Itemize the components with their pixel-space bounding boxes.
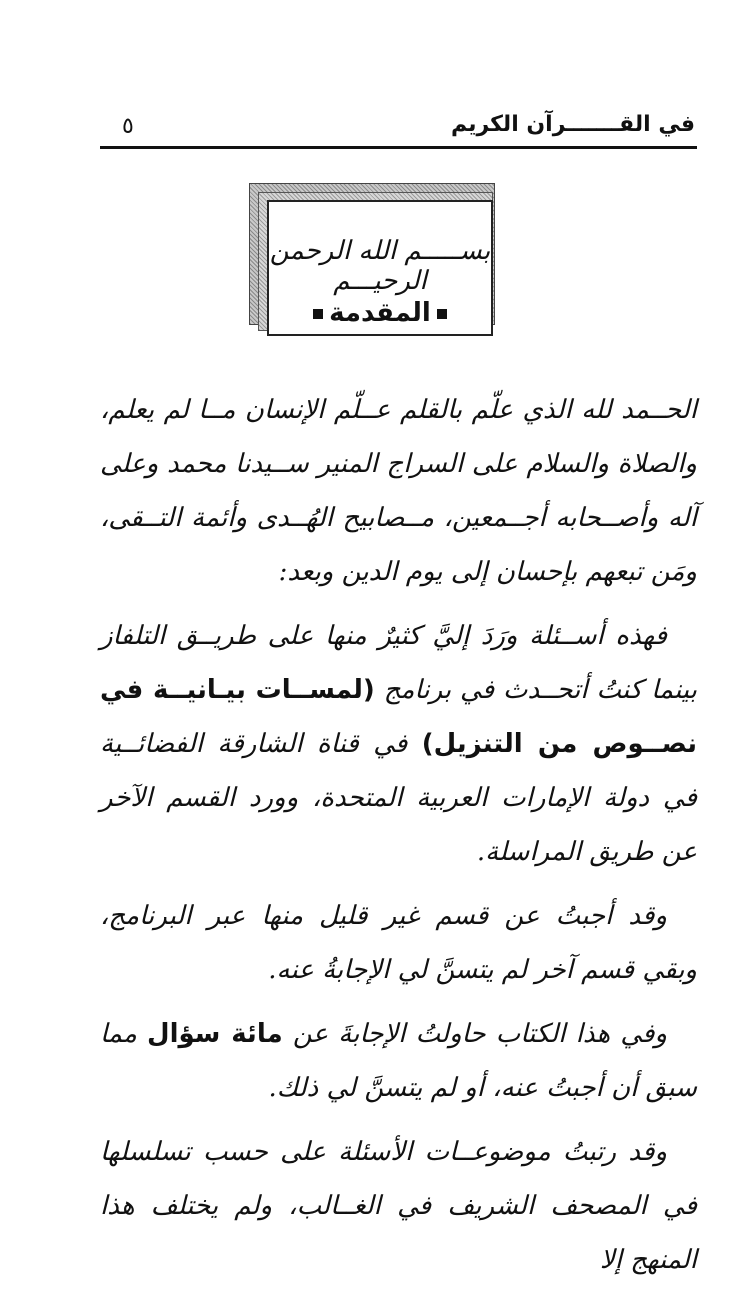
header-rule bbox=[100, 146, 697, 149]
question-count: مائة سؤال bbox=[147, 1019, 283, 1049]
paragraph bbox=[100, 609, 697, 879]
program-name: (لمســات بيـانيــة في نصــوص من التنزيل) bbox=[100, 675, 697, 759]
paragraph bbox=[100, 1007, 697, 1115]
page-header bbox=[100, 112, 695, 146]
paragraph: وقد أجبتُ عن قسم غير قليل منها عبر البرنامج، وبقي قسم آخر لم يتسنَّ لي الإجابةُ عنه. bbox=[100, 901, 697, 985]
paragraph-text: وفي هذا الكتاب حاولتُ الإجابةَ عن bbox=[292, 1019, 668, 1049]
paragraph: وقد رتبتُ موضوعــات الأسئلة على حسب تسلسلها في المصحف الشريف في الغــالب، ولم يختلف هذا المنهج إلا bbox=[100, 1137, 697, 1275]
square-bullet-icon bbox=[313, 309, 323, 319]
basmala: بســـــم الله الرحمن الرحيـــم bbox=[269, 236, 491, 296]
section-title bbox=[269, 298, 491, 328]
running-title: في القـــــــرآن الكريم bbox=[450, 112, 695, 137]
section-title-text: المقدمة bbox=[329, 298, 431, 328]
paragraph-text: مما سبق أن أجبتُ عنه، أو لم يتسنَّ لي ذلك. bbox=[100, 1019, 697, 1103]
paragraph: الحــمد لله الذي علّم بالقلم عــلّم الإنسان مــا لم يعلم، والصلاة والسلام على السراج المنير ســيدنا محمد وعلى آله وأصــحابه أجــمعين، مــصابيح الهُــدى وأئمة التــقى، ومَن تبعهم بإحسان إلى يوم الدين وبعد: bbox=[100, 395, 697, 587]
paragraph-text: في قناة الشارقة الفضائــية في دولة الإمارات العربية المتحدة، وورد القسم الآخر عن طريق المراسلة. bbox=[100, 729, 697, 867]
paragraph-text: فهذه أســئلة ورَدَ إليَّ كثيرٌ منها على طريــق التلفاز بينما كنتُ أتحــدث في برنامج bbox=[100, 621, 698, 705]
body-text bbox=[100, 383, 697, 1297]
page-number: ٥ bbox=[122, 114, 134, 139]
title-frame bbox=[249, 183, 499, 343]
frame-box bbox=[267, 200, 493, 336]
square-bullet-icon bbox=[437, 309, 447, 319]
